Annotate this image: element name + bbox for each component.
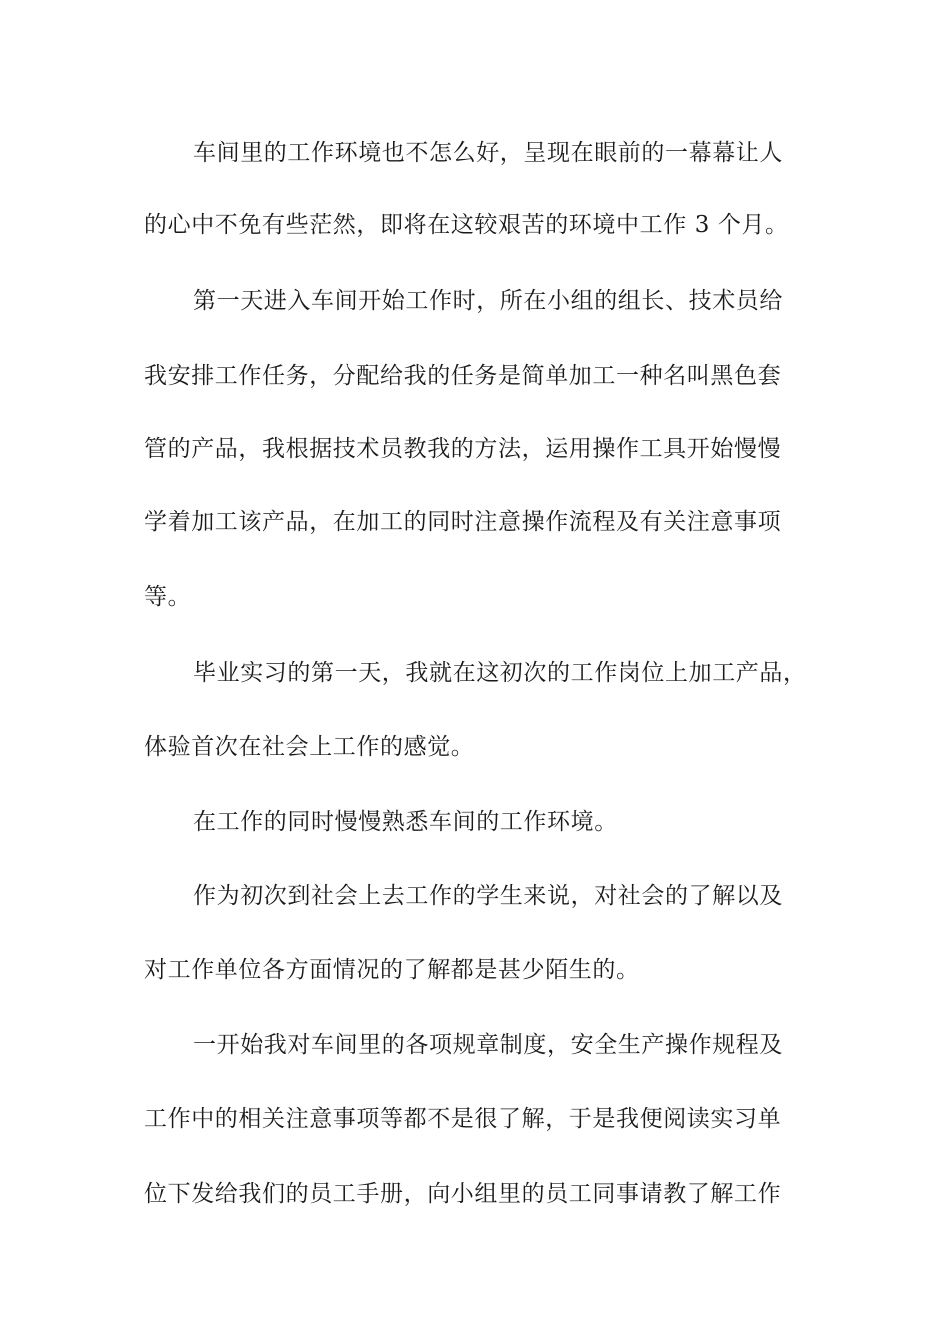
paragraph-line: 在工作的同时慢慢熟悉车间的工作环境。 xyxy=(193,809,618,835)
paragraph-line: 等。 xyxy=(144,584,192,610)
paragraph-line: 管的产品，我根据技术员教我的方法，运用操作工具开始慢慢 xyxy=(144,436,782,462)
paragraph-line: 对工作单位各方面情况的了解都是甚少陌生的。 xyxy=(144,957,640,983)
paragraph-line: 位下发给我们的员工手册，向小组里的员工同事请教了解工作 xyxy=(144,1181,782,1207)
paragraph-line: 车间里的工作环境也不怎么好，呈现在眼前的一幕幕让人 xyxy=(193,140,783,166)
paragraph-line: 的心中不免有些茫然，即将在这较艰苦的环境中工作 3 个月。 xyxy=(144,212,789,238)
paragraph-line: 体验首次在社会上工作的感觉。 xyxy=(144,734,475,760)
paragraph-line: 工作中的相关注意事项等都不是很了解，于是我便阅读实习单 xyxy=(144,1106,782,1132)
paragraph-line: 作为初次到社会上去工作的学生来说，对社会的了解以及 xyxy=(193,883,783,909)
paragraph-line: 第一天进入车间开始工作时，所在小组的组长、技术员给 xyxy=(193,288,783,314)
paragraph-line: 一开始我对车间里的各项规章制度，安全生产操作规程及 xyxy=(193,1032,783,1058)
paragraph-line: 我安排工作任务，分配给我的任务是简单加工一种名叫黑色套 xyxy=(144,363,782,389)
paragraph-line: 毕业实习的第一天，我就在这初次的工作岗位上加工产品， xyxy=(193,660,807,686)
paragraph-line: 学着加工该产品，在加工的同时注意操作流程及有关注意事项 xyxy=(144,509,782,535)
